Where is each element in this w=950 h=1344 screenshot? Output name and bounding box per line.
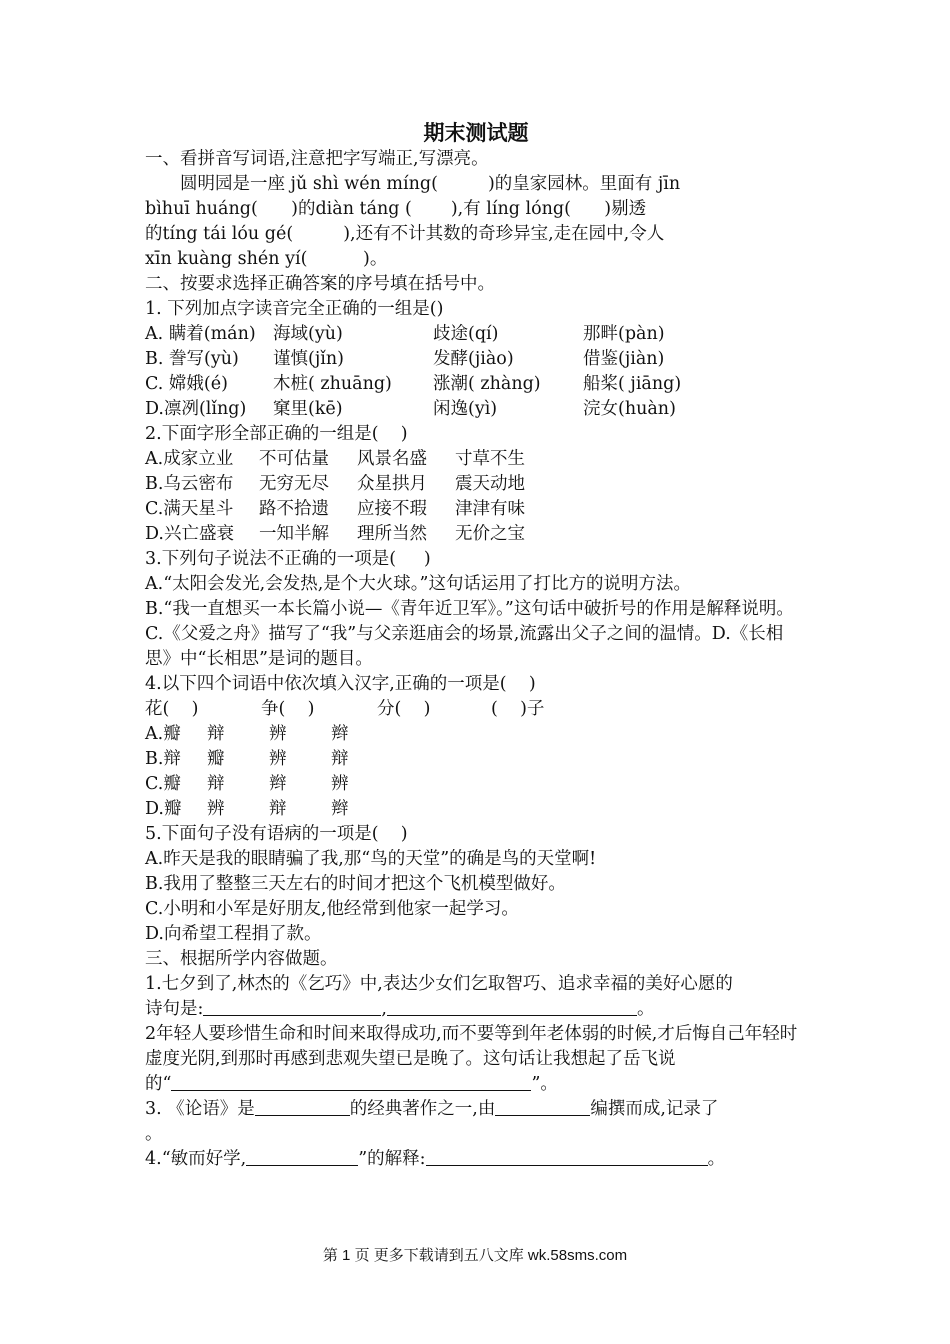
q5-option-c: C.小明和小军是好朋友,他经常到他家一起学习。 (145, 899, 519, 919)
q2-option-cell: 不可估量 (259, 449, 329, 469)
pinyin-line-4: xīn kuàng shén yí( )。 (145, 249, 388, 269)
q1-option-row (145, 322, 807, 347)
q2-option-cell: 津津有味 (455, 499, 525, 519)
q4-option-row (145, 797, 807, 822)
q4-option-cell: 辨 (269, 724, 287, 744)
s3-q2-open: 的“ (145, 1074, 172, 1094)
q5-option-b: B.我用了整整三天左右的时间才把这个飞机模型做好。 (145, 874, 566, 894)
q2-option-row (145, 497, 807, 522)
section-2-heading: 二、按要求选择正确答案的序号填在括号中。 (145, 274, 495, 294)
pinyin-line-2: bìhuī huáng( )的diàn táng ( ),有 líng lóng( )剔透 (145, 199, 647, 219)
q4-option-row (145, 747, 807, 772)
q2-option-cell: A.成家立业 (145, 449, 234, 469)
q2-option-cell: 应接不瑕 (357, 499, 427, 519)
q1-option-cell: B. 誊写(yù) (145, 349, 239, 369)
q4-option-cell: 辫 (331, 724, 349, 744)
s3-q4-part: 4.“敏而好学, (145, 1149, 247, 1169)
q2-option-cell: 路不拾遗 (259, 499, 329, 519)
answer-blank[interactable] (203, 997, 381, 1016)
q1-option-cell: 借鉴(jiàn) (583, 349, 665, 369)
section-1-heading: 一、看拼音写词语,注意把字写端正,写漂亮。 (145, 149, 489, 169)
q1-option-cell: 闲逸(yì) (433, 399, 498, 419)
q2-option-cell: 众星拱月 (357, 474, 427, 494)
q4-blank-row (145, 697, 807, 722)
page-footer: 第 1 页 更多下载请到五八文库 wk.58sms.com (322, 1247, 628, 1264)
s3-q4-part: 。 (707, 1149, 726, 1169)
q1-option-cell: 歧途(qí) (433, 324, 499, 344)
q2-option-cell: C.满天星斗 (145, 499, 234, 519)
q2-option-cell: 寸草不生 (455, 449, 525, 469)
s3-q1-answer-line (145, 997, 807, 1022)
q4-option-cell: 辩 (269, 799, 287, 819)
q2-option-cell: 风景名盛 (357, 449, 427, 469)
q2-stem: 2.下面字形全部正确的一组是( ) (145, 424, 408, 444)
s3-q1-text: 1.七夕到了,林杰的《乞巧》中,表达少女们乞取智巧、追求幸福的美好心愿的 (145, 974, 733, 994)
q1-option-cell: 涨潮( zhàng) (433, 374, 541, 394)
q4-option-cell: 辩 (331, 749, 349, 769)
section-3-heading: 三、根据所学内容做题。 (145, 949, 338, 969)
q1-option-cell: 窠里(kē) (273, 399, 343, 419)
q1-option-cell: 海域(yù) (273, 324, 343, 344)
s3-q3-part: 的经典著作之一,由 (349, 1099, 496, 1119)
q4-blank: ( )子 (491, 699, 545, 719)
q4-option-row (145, 722, 807, 747)
s3-q3-part: 3. 《论语》是 (145, 1099, 255, 1119)
q1-option-cell: 谨慎(jǐn) (273, 349, 344, 369)
s3-q4-part: ”的解释: (358, 1149, 426, 1169)
q1-option-cell: 发酵(jiào) (433, 349, 514, 369)
q4-option-cell: 辩 (207, 724, 225, 744)
q3-option-cd: C.《父爱之舟》描写了“我”与父亲逛庙会的场景,流露出父子之间的温情。D.《长相思》中“长相思”是词的题目。 (145, 624, 784, 669)
s3-q2-close: ”。 (531, 1074, 558, 1094)
answer-blank[interactable] (426, 1147, 708, 1166)
q1-option-cell: 浣女(huàn) (583, 399, 676, 419)
q1-option-cell: 船桨( jiāng) (583, 374, 682, 394)
q4-option-cell: 辩 (207, 774, 225, 794)
pinyin-line-3: 的tíng tái lóu gé( ),还有不计其数的奇珍异宝,走在园中,令人 (145, 224, 665, 244)
s3-q3-end: 。 (145, 1124, 163, 1144)
answer-blank[interactable] (171, 1072, 531, 1091)
s3-q4-line (145, 1147, 807, 1172)
answer-blank[interactable] (495, 1097, 590, 1116)
s3-q1-comma: , (381, 999, 387, 1019)
q1-option-row (145, 372, 807, 397)
q5-option-d: D.向希望工程捐了款。 (145, 924, 322, 944)
q1-option-cell: D.凛冽(lǐng) (145, 399, 247, 419)
q3-option-a: A.“太阳会发光,会发热,是个大火球。”这句话运用了打比方的说明方法。 (145, 574, 691, 594)
answer-blank[interactable] (255, 1097, 350, 1116)
q4-option-cell: C.瓣 (145, 774, 181, 794)
q2-option-row (145, 522, 807, 547)
q4-blank: 争( ) (261, 699, 315, 719)
s3-q3-line (145, 1097, 807, 1122)
q2-option-cell: 一知半解 (259, 524, 329, 544)
worksheet (145, 120, 807, 1172)
q1-option-cell: C. 嫦娥(é) (145, 374, 228, 394)
q4-blank: 花( ) (145, 699, 199, 719)
s3-q1-end: 。 (636, 999, 655, 1019)
q4-option-cell: 辨 (269, 749, 287, 769)
q1-option-cell: 那畔(pàn) (583, 324, 665, 344)
q4-option-cell: D.瓣 (145, 799, 182, 819)
q3-option-b: B.“我一直想买一本长篇小说—《青年近卫军》。”这句话中破折号的作用是解释说明。 (145, 599, 794, 619)
q2-option-cell: B.乌云密布 (145, 474, 234, 494)
q4-option-cell: 瓣 (207, 749, 225, 769)
q4-stem: 4.以下四个词语中依次填入汉字,正确的一项是( ) (145, 674, 536, 694)
answer-blank[interactable] (387, 997, 637, 1016)
q2-option-cell: D.兴亡盛衰 (145, 524, 234, 544)
q1-option-row (145, 397, 807, 422)
q3-stem: 3.下列句子说法不正确的一项是( ) (145, 549, 431, 569)
q4-option-cell: A.瓣 (145, 724, 181, 744)
q5-stem: 5.下面句子没有语病的一项是( ) (145, 824, 408, 844)
q4-option-cell: 辫 (269, 774, 287, 794)
q2-option-cell: 无价之宝 (455, 524, 525, 544)
s3-q2-answer-line (145, 1072, 807, 1097)
q2-option-cell: 理所当然 (357, 524, 427, 544)
q2-option-row (145, 447, 807, 472)
q1-option-cell: A. 瞒着(mán) (145, 324, 256, 344)
q1-option-row (145, 347, 807, 372)
q4-option-row (145, 772, 807, 797)
q4-blank: 分( ) (377, 699, 431, 719)
q1-stem: 1. 下列加点字读音完全正确的一组是() (145, 299, 444, 319)
answer-blank[interactable] (246, 1147, 358, 1166)
q4-option-cell: 辫 (331, 799, 349, 819)
q2-option-cell: 无穷无尽 (259, 474, 329, 494)
q2-option-cell: 震天动地 (455, 474, 525, 494)
s3-q3-part: 编撰而成,记录了 (590, 1099, 719, 1119)
q1-option-cell: 木桩( zhuāng) (273, 374, 392, 394)
q4-option-cell: B.辩 (145, 749, 181, 769)
q4-option-cell: 辨 (207, 799, 225, 819)
s3-q1-label: 诗句是: (145, 999, 204, 1019)
s3-q2-text: 2年轻人要珍惜生命和时间来取得成功,而不要等到年老体弱的时候,才后悔自己年轻时虚度光阴,到那时再感到悲观失望已是晚了。这句话让我想起了岳飞说 (145, 1024, 798, 1069)
q4-option-cell: 辨 (331, 774, 349, 794)
q2-option-row (145, 472, 807, 497)
q5-option-a: A.昨天是我的眼睛骗了我,那“鸟的天堂”的确是鸟的天堂啊! (145, 849, 597, 869)
pinyin-line-1: 圆明园是一座 jǔ shì wén míng( )的皇家园林。里面有 jīn (180, 174, 681, 194)
page-title: 期末测试题 (423, 121, 529, 145)
